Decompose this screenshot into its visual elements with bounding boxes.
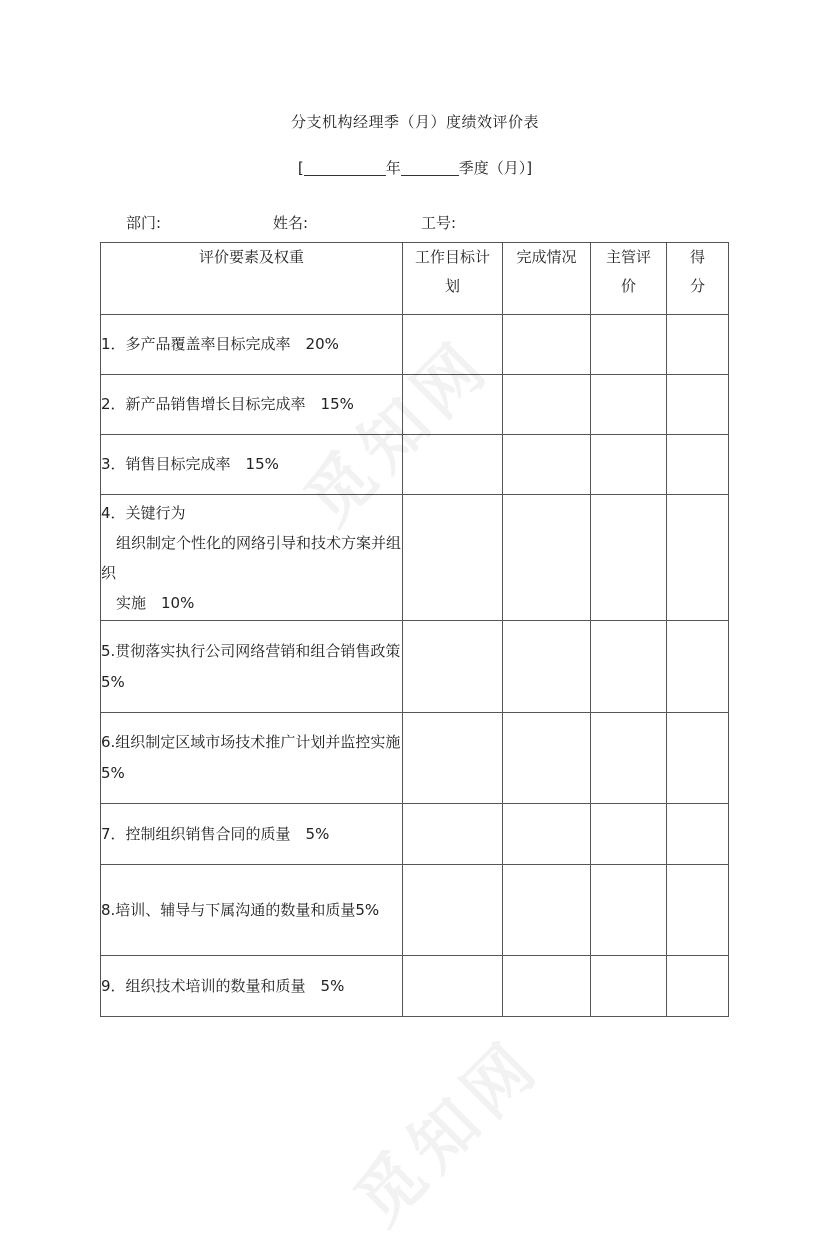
evaluation-table xyxy=(100,242,729,1017)
watermark: 觅知网 xyxy=(290,323,507,540)
plan-cell[interactable] xyxy=(403,804,503,865)
id-label: 工号: xyxy=(421,214,457,232)
criteria-cell xyxy=(101,495,403,621)
header-plan: 工作目标计划 xyxy=(403,243,503,315)
header-supervisor-review: 主管评价 xyxy=(591,243,667,315)
completion-cell[interactable] xyxy=(503,621,591,713)
criteria-cell: 9．组织技术培训的数量和质量 5% xyxy=(101,956,403,1017)
review-cell[interactable] xyxy=(591,315,667,375)
criteria-cell: 5.贯彻落实执行公司网络营销和组合销售政策 5% xyxy=(101,621,403,713)
table-row xyxy=(101,865,729,956)
review-cell[interactable] xyxy=(591,375,667,435)
table-row xyxy=(101,804,729,865)
score-cell[interactable] xyxy=(667,956,729,1017)
completion-cell[interactable] xyxy=(503,495,591,621)
plan-cell[interactable] xyxy=(403,495,503,621)
review-cell[interactable] xyxy=(591,621,667,713)
table-row xyxy=(101,375,729,435)
table-row xyxy=(101,621,729,713)
table-row xyxy=(101,713,729,804)
score-cell[interactable] xyxy=(667,621,729,713)
criteria-cell: 8.培训、辅导与下属沟通的数量和质量5% xyxy=(101,865,403,956)
page-title: 分支机构经理季（月）度绩效评价表 xyxy=(290,113,539,131)
season-label: 季度（月）] xyxy=(458,159,533,177)
criteria-cell: 7．控制组织销售合同的质量 5% xyxy=(101,804,403,865)
department-label: 部门: xyxy=(126,214,162,232)
score-cell[interactable] xyxy=(667,315,729,375)
table-row xyxy=(101,956,729,1017)
plan-cell[interactable] xyxy=(403,375,503,435)
plan-cell[interactable] xyxy=(403,621,503,713)
season-blank[interactable] xyxy=(401,159,459,176)
year-blank[interactable] xyxy=(304,159,386,176)
criteria-line: 组织制定个性化的网络引导和技术方案并组织 xyxy=(101,533,402,582)
score-cell[interactable] xyxy=(667,804,729,865)
score-cell[interactable] xyxy=(667,865,729,956)
criteria-cell: 2．新产品销售增长目标完成率 15% xyxy=(101,375,403,435)
period-line xyxy=(0,157,830,178)
table-row xyxy=(101,495,729,621)
year-label: 年 xyxy=(385,159,401,177)
score-cell[interactable] xyxy=(667,435,729,495)
criteria-cell: 3．销售目标完成率 15% xyxy=(101,435,403,495)
review-cell[interactable] xyxy=(591,495,667,621)
completion-cell[interactable] xyxy=(503,956,591,1017)
completion-cell[interactable] xyxy=(503,375,591,435)
watermark: 觅知网 xyxy=(340,1023,557,1240)
header-score: 得分 xyxy=(667,243,729,315)
score-cell[interactable] xyxy=(667,375,729,435)
plan-cell[interactable] xyxy=(403,956,503,1017)
completion-cell[interactable] xyxy=(503,804,591,865)
completion-cell[interactable] xyxy=(503,713,591,804)
criteria-cell: 1．多产品覆盖率目标完成率 20% xyxy=(101,315,403,375)
header-completion: 完成情况 xyxy=(503,243,591,315)
plan-cell[interactable] xyxy=(403,713,503,804)
completion-cell[interactable] xyxy=(503,865,591,956)
score-cell[interactable] xyxy=(667,713,729,804)
plan-cell[interactable] xyxy=(403,315,503,375)
review-cell[interactable] xyxy=(591,865,667,956)
table-row xyxy=(101,435,729,495)
plan-cell[interactable] xyxy=(403,435,503,495)
open-bracket: [ xyxy=(297,159,304,177)
review-cell[interactable] xyxy=(591,713,667,804)
completion-cell[interactable] xyxy=(503,315,591,375)
header-criteria: 评价要素及权重 xyxy=(101,243,403,315)
score-cell[interactable] xyxy=(667,495,729,621)
review-cell[interactable] xyxy=(591,804,667,865)
criteria-line: 实施 10% xyxy=(101,593,195,612)
review-cell[interactable] xyxy=(591,435,667,495)
review-cell[interactable] xyxy=(591,956,667,1017)
name-label: 姓名: xyxy=(273,214,309,232)
criteria-line: 4．关键行为 xyxy=(101,503,186,522)
completion-cell[interactable] xyxy=(503,435,591,495)
plan-cell[interactable] xyxy=(403,865,503,956)
header-row xyxy=(101,243,729,315)
criteria-cell: 6.组织制定区域市场技术推广计划并监控实施 5% xyxy=(101,713,403,804)
table-row xyxy=(101,315,729,375)
